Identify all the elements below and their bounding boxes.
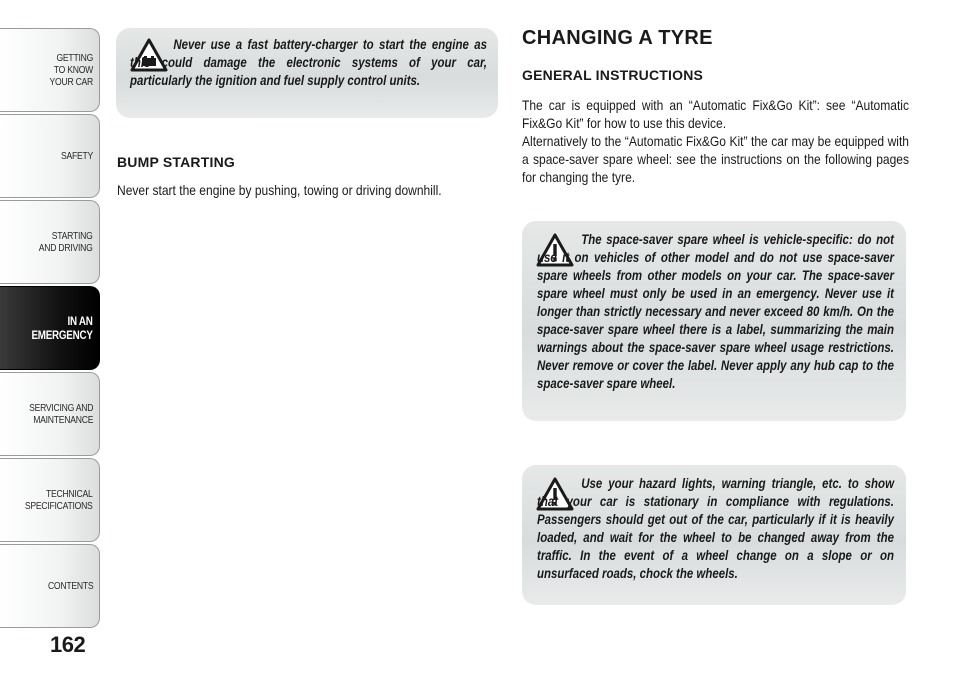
hazard-warning-box — [522, 465, 906, 605]
battery-warning-text: Never use a fast battery-charger to start the engine as this could damage the electronic systems of your car, particularly the ignition and fuel supply control units. — [130, 37, 487, 88]
tab-getting-to-know-your-car[interactable] — [0, 28, 100, 112]
spare-wheel-warning-box — [522, 221, 906, 421]
tab-label: STARTING AND DRIVING — [39, 230, 93, 254]
hazard-warning-text: Use your hazard lights, warning triangle, etc. to show that your car is stationary in compliance with regulations. Passengers should get out of the car, particularly if it is heavily loaded, and wait for the wheel to be changed away from the traffic. In the event of a wheel change on a slope or on unsurfaced roads, chock the wheels. — [537, 476, 894, 581]
page-number: 162 — [50, 632, 86, 657]
intro-paragraph-2: Alternatively to the “Automatic Fix&Go Kit” the car may be equipped with a space-saver spare wheel: see the instructions on the following pages for changing the tyre. — [522, 133, 909, 185]
tab-label: GETTING TO KNOW YOUR CAR — [49, 52, 93, 88]
bump-starting-text: Never start the engine by pushing, towing or driving downhill. — [117, 182, 442, 198]
battery-warning-box — [116, 28, 498, 118]
tab-label: IN AN EMERGENCY — [31, 314, 93, 342]
tab-label: SAFETY — [60, 150, 93, 162]
tab-starting-and-driving[interactable] — [0, 200, 100, 284]
tab-contents[interactable] — [0, 544, 100, 628]
page-title: CHANGING A TYRE — [522, 27, 713, 49]
tab-technical-specifications[interactable] — [0, 458, 100, 542]
tab-label: CONTENTS — [47, 580, 93, 592]
tab-safety[interactable] — [0, 114, 100, 198]
tab-label: SERVICING AND MAINTENANCE — [28, 402, 93, 426]
bump-starting-heading: BUMP STARTING — [117, 154, 235, 170]
spare-wheel-warning-text: The space-saver spare wheel is vehicle-specific: do not use it on vehicles of other model and do not use space-saver spare wheels from other models on your car. The space-saver spare wheel must only be used in an emergency. Never use it longer than strictly necessary and never exceed 80 km/h. On the space-saver spare wheel there is a label, summarizing the main warnings about the space-saver spare wheel usage restrictions. Never remove or cover the label. Never apply any hub cap to the space-saver spare wheel. — [537, 232, 894, 391]
general-instructions-heading: GENERAL INSTRUCTIONS — [522, 67, 704, 83]
tab-label: TECHNICAL SPECIFICATIONS — [25, 488, 93, 512]
tab-servicing-and-maintenance[interactable] — [0, 372, 100, 456]
intro-paragraph-1: The car is equipped with an “Automatic Fix&Go Kit”: see “Automatic Fix&Go Kit” for how to use this device. — [522, 97, 909, 131]
tab-in-an-emergency[interactable] — [0, 286, 100, 370]
